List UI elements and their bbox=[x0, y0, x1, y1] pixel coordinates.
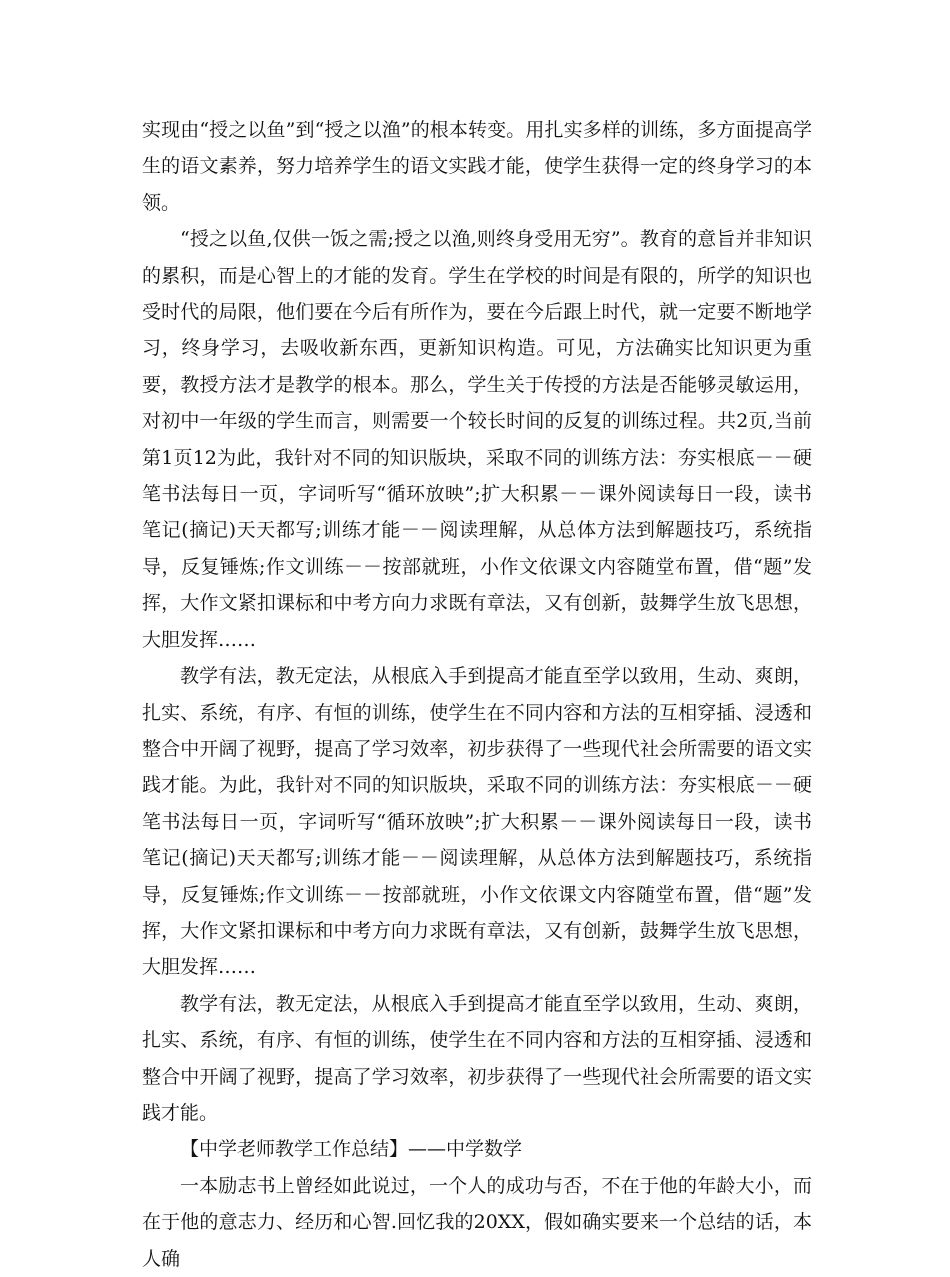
paragraph-teaching-method-1: 教学有法，教无定法，从根底入手到提高才能直至学以致用，生动、爽朗，扎实、系统，有序、有恒的训练，使学生在不同内容和方法的互相穿插、浸透和整合中开阔了视野，提高了学习效率，初步获得了一些现代社会所需要的语文实践才能。为此，我针对不同的知识版块，采取不同的训练方法：夯实根底－－硬笔书法每日一页，字词听写“循环放映”;扩大积累－－课外阅读每日一段，读书笔记(摘记)天天都写;训练才能－－阅读理解，从总体方法到解题技巧，系统指导，反复锤炼;作文训练－－按部就班，小作文依课文内容随堂布置，借“题”发挥，大作文紧扣课标和中考方向力求既有章法，又有创新，鼓舞学生放飞思想，大胆发挥…… bbox=[142, 665, 812, 979]
document-body bbox=[142, 112, 812, 1277]
section-heading-math-summary: 【中学老师教学工作总结】——中学数学 bbox=[180, 1138, 523, 1161]
paragraph-fishing-proverb: “授之以鱼,仅供一饭之需;授之以渔,则终身受用无穷”。教育的意旨并非知识的累积，而是心智上的才能的发育。学生在学校的时间是有限的，所学的知识也受时代的局限，他们要在今后有所作为，要在今后跟上时代，就一定要不断地学习，终身学习，去吸收新东西，更新知识构造。可见，方法确实比知识更为重要，教授方法才是教学的根本。那么，学生关于传授的方法是否能够灵敏运用，对初中一年级的学生而言，则需要一个较长时间的反复的训练过程。共2页,当前第1页12为此，我针对不同的知识版块，采取不同的训练方法：夯实根底－－硬笔书法每日一页，字词听写“循环放映”;扩大积累－－课外阅读每日一段，读书笔记(摘记)天天都写;训练才能－－阅读理解，从总体方法到解题技巧，系统指导，反复锤炼;作文训练－－按部就班，小作文依课文内容随堂布置，借“题”发挥，大作文紧扣课标和中考方向力求既有章法，又有创新，鼓舞学生放飞思想，大胆发挥…… bbox=[142, 228, 812, 651]
paragraph-inspirational-quote: 一本励志书上曾经如此说过，一个人的成功与否，不在于他的年龄大小，而在于他的意志力、经历和心智.回忆我的20XX，假如确实要来一个总结的话，本人确 bbox=[142, 1174, 812, 1270]
paragraph-continuation: 实现由“授之以鱼”到“授之以渔”的根本转变。用扎实多样的训练，多方面提高学生的语文素养，努力培养学生的语文实践才能，使学生获得一定的终身学习的本领。 bbox=[142, 119, 812, 214]
paragraph-teaching-method-2: 教学有法，教无定法，从根底入手到提高才能直至学以致用，生动、爽朗，扎实、系统，有序、有恒的训练，使学生在不同内容和方法的互相穿插、浸透和整合中开阔了视野，提高了学习效率，初步获得了一些现代社会所需要的语文实践才能。 bbox=[142, 992, 812, 1124]
